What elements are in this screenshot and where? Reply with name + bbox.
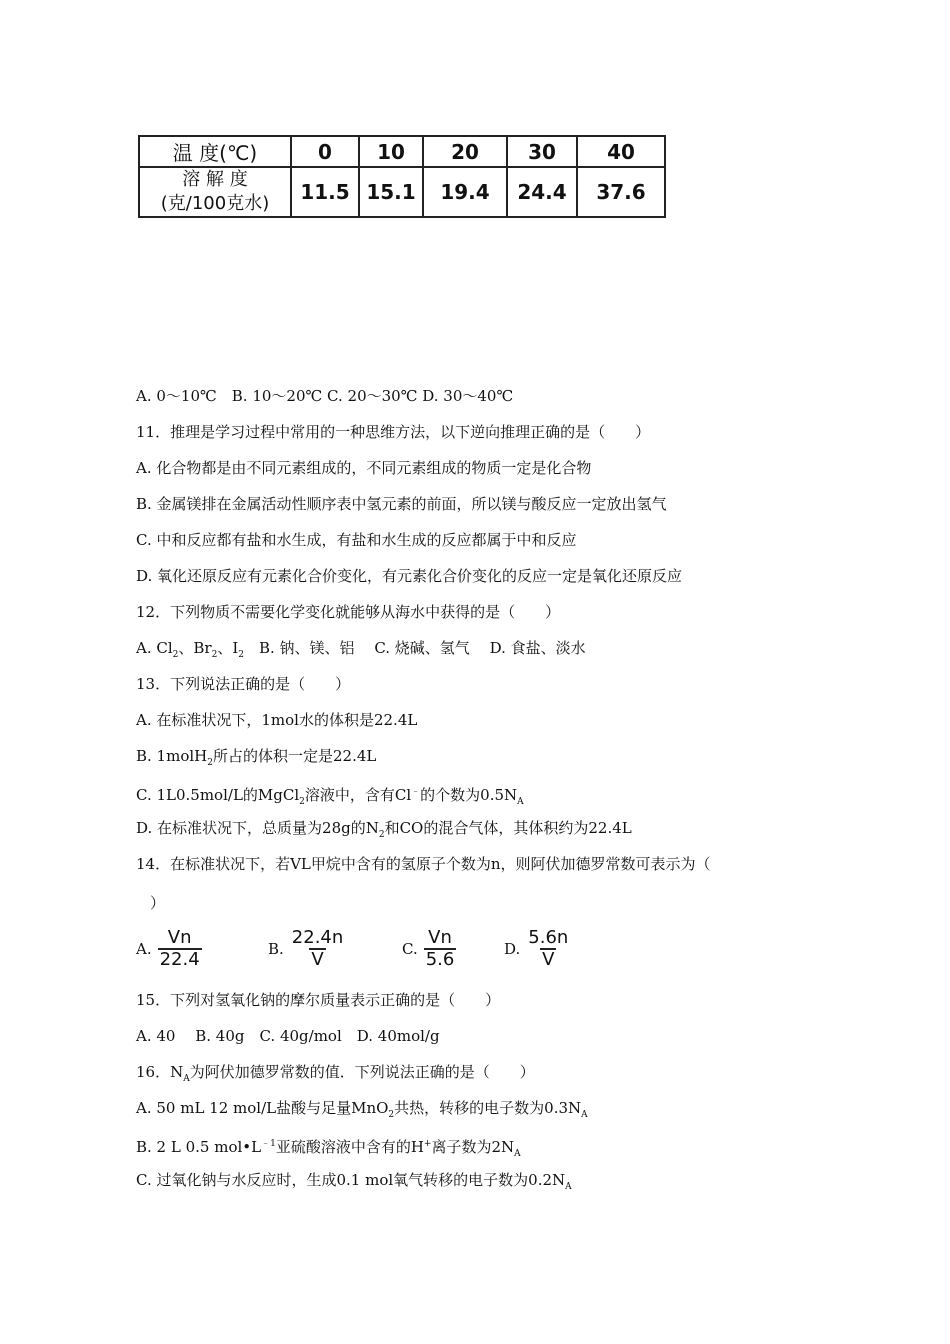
q12-options: A. $Cl_2$、$Br_2$、$I_2$ B. 钠、镁、铝 C. 烧碱、氢气 D. 食盐、淡水 [136, 639, 586, 660]
solubility-cell: 11.5 [291, 167, 359, 217]
q15-options: A. 40 B. 40g C. 40g/mol D. 40mol/g [136, 1027, 440, 1045]
q14-option-a: A. $\frac{Vn}{22.4}$ [136, 927, 200, 970]
q13-option-c: C. 1L0.5mol/L的MgCl$_2$溶液中，含有Cl﹣的个数为$0.5N_A$ [136, 786, 524, 807]
q14-option-d: D. $\frac{5.6n}{V}$ [504, 927, 569, 970]
solubility-header [139, 167, 291, 217]
q16-option-b: B. 2 L 0.5 $mol•L^{﹣1}$亚硫酸溶液中含有的H+离子数为$2N_A$ [136, 1138, 521, 1159]
fraction: $\frac{Vn}{5.6}$ [425, 927, 455, 970]
solubility-cell: 15.1 [359, 167, 423, 217]
q13-option-b: B. 1molH$_2$所占的体积一定是22.4L [136, 747, 377, 768]
q11-stem: 11．推理是学习过程中常用的一种思维方法，以下逆向推理正确的是（ ） [136, 423, 651, 441]
temp-cell: 20 [423, 136, 507, 167]
solubility-header-line2: (克/100克水) [160, 193, 270, 214]
q11-option-c: C. 中和反应都有盐和水生成，有盐和水生成的反应都属于中和反应 [136, 531, 577, 549]
q11-option-d: D. 氧化还原反应有元素化合价变化，有元素化合价变化的反应一定是氧化还原反应 [136, 567, 683, 585]
solubility-cell: 19.4 [423, 167, 507, 217]
solubility-header-line1: 溶 解 度 [182, 169, 248, 190]
temp-cell: 40 [577, 136, 665, 167]
q16-option-c: C. 过氧化钠与水反应时，生成0.1 mol氧气转移的电子数为$0.2N_A$ [136, 1171, 572, 1192]
q13-stem: 13．下列说法正确的是（ ） [136, 675, 351, 693]
temp-cell: 10 [359, 136, 423, 167]
fraction: $\frac{5.6n}{V}$ [528, 927, 569, 970]
q14-option-b: B. $\frac{22.4n}{V}$ [268, 927, 344, 970]
q14-stem: 14．在标准状况下，若VL甲烷中含有的氢原子个数为n，则阿伏加德罗常数可表示为（ [136, 855, 711, 873]
q14-option-c: C. $\frac{Vn}{5.6}$ [402, 927, 455, 970]
q14-stem-end: ） [150, 894, 166, 912]
q12-stem: 12．下列物质不需要化学变化就能够从海水中获得的是（ ） [136, 603, 561, 621]
q16-option-a: A. 50 mL 12 mol/L盐酸与足量MnO$_2$共热，转移的电子数为$0.3N_A$ [136, 1099, 588, 1120]
solubility-cell: 37.6 [577, 167, 665, 217]
q16-stem: 16．$N_A$为阿伏加德罗常数的值．下列说法正确的是（ ） [136, 1063, 535, 1084]
q13-option-d: D. 在标准状况下，总质量为28g的$N_2$和CO的混合气体，其体积约为22.4L [136, 819, 632, 840]
q10-options: A. 0～10℃ B. 10～20℃ C. 20～30℃ D. 30～40℃ [136, 387, 514, 405]
q11-option-a: A. 化合物都是由不同元素组成的，不同元素组成的物质一定是化合物 [136, 459, 592, 477]
q11-option-b: B. 金属镁排在金属活动性顺序表中氢元素的前面，所以镁与酸反应一定放出氢气 [136, 495, 667, 513]
solubility-cell: 24.4 [507, 167, 577, 217]
temperature-header: 温 度(℃) [139, 136, 291, 167]
solubility-table [138, 135, 666, 218]
q13-option-a: A. 在标准状况下，1mol水的体积是22.4L [136, 711, 418, 729]
temp-cell: 30 [507, 136, 577, 167]
fraction: $\frac{22.4n}{V}$ [291, 927, 344, 970]
q15-stem: 15．下列对氢氧化钠的摩尔质量表示正确的是（ ） [136, 991, 501, 1009]
temp-cell: 0 [291, 136, 359, 167]
fraction: $\frac{Vn}{22.4}$ [159, 927, 200, 970]
